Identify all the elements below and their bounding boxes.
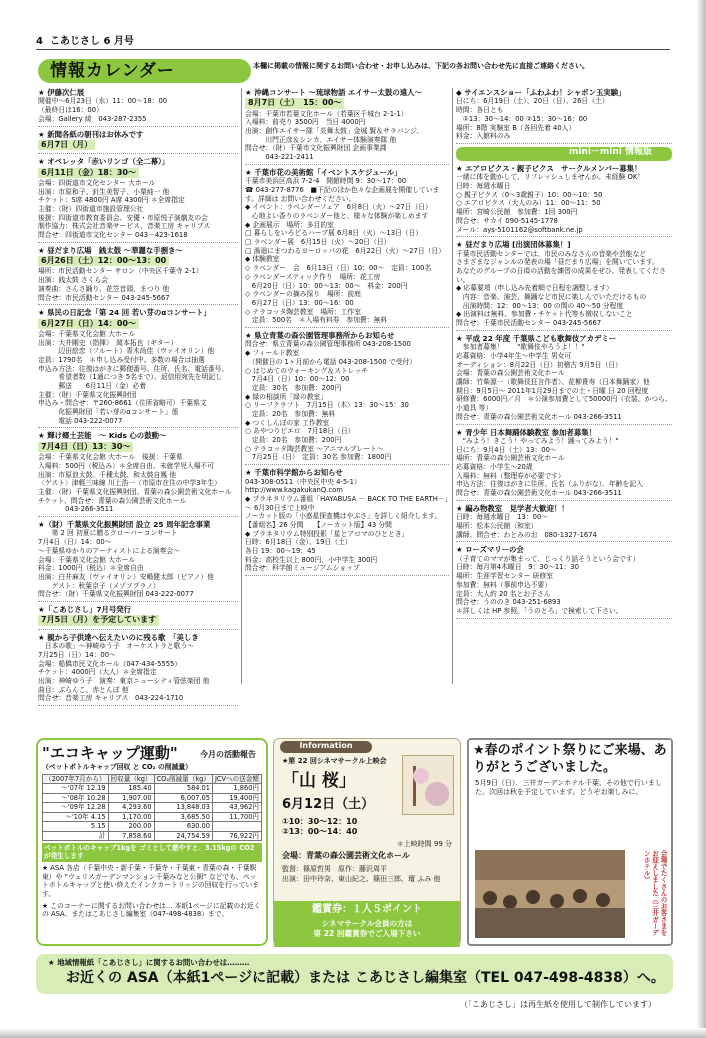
event-line: 場所：宮崎公民館 参加費：1回 300円	[456, 208, 578, 217]
event-line: 会場：千葉県文化会館 大ホール 後援：千葉県	[38, 453, 183, 462]
footer-line-1: ★ 地域情報紙「こあじさし」に関するお問い合わせは………	[48, 958, 250, 967]
event-line: （開催日の 1ヶ月前から電話 043-208-1500 で受付）	[245, 357, 417, 366]
event-line: 出演：創作エイサー隊「炎舞太鼓」金城 賢＆サラバンジ、	[245, 127, 424, 136]
event-line: 問合せ：（財）千葉市文化振興財団 企画事業課	[245, 144, 387, 153]
event-line: 問合せ：県立青葉の森公園管理事務所 043-208-1500	[245, 340, 411, 349]
festival-title: ★春のポイント祭りにご来場、ありがとうございました。	[473, 743, 667, 775]
eco-title: "エコキャップ運動"	[42, 744, 178, 762]
event-line: 出演：神崎ゆう子 演奏：東京ニューシティ管弦楽団 他	[38, 676, 210, 685]
recycled-paper-note: （「こあじさし」は再生紙を使用して制作しています）	[460, 1000, 656, 1009]
event-line: 料金：高校生以上 800円、小中学生 300円	[245, 555, 378, 564]
eco-table-header: （2007年7月から）	[43, 774, 109, 783]
eco-table-cell: 3,685.50	[154, 812, 212, 821]
event-line: 千葉市美浜区高浜 7-2-4 開館時間 9：30～17：00	[245, 177, 407, 186]
event-line: 6月20日（日）10：00～13：00～ 料金：200円	[245, 281, 408, 290]
event-date: 6月27日（日）14：00～	[38, 319, 139, 329]
event-title: ★ 沖縄コンサート ～琉球物語 エイサー太鼓の遠人～	[245, 88, 422, 97]
event-line: ○ はじめてのウォーキング＆ストレッチ	[245, 366, 369, 375]
event-line: 申込み方法：往復はがきに郵便番号、住所、氏名、電話番号、	[38, 364, 229, 373]
event-title: ◆ サイエンスショー「ふわふわ！シャボン玉実験」	[456, 88, 626, 97]
event-line: 場所：生涯学習センター 研修室	[456, 572, 554, 581]
event-item	[456, 428, 672, 501]
event-line: ～千葉県ゆかりのアーティストによる演奏会～	[38, 546, 180, 555]
event-line: 【番組名】26 分間 【ノーカット版】43 分間	[245, 520, 392, 529]
event-line: 7月25日（日）14：00～	[38, 650, 116, 659]
event-line: 会場：千葉県文化会館 大ホール	[38, 329, 136, 338]
event-line: □ 渦廻にまつわるヨーロッパの花 6月22日（火）～27日（日）	[245, 246, 445, 255]
eco-note: （ペットボトルキャップ回収 と CO₂ の削減量）	[42, 763, 192, 772]
event-line: 出演：大井剛史（指揮） 岡本拓也（ギター）	[38, 338, 178, 347]
member-note: シネマサークル会員の方は 第 22 回鑑賞券でご入場下さい	[313, 918, 421, 938]
event-item	[456, 88, 672, 144]
event-line: ◆ プラネタリウム特別投影「星とアロマのひととき」	[245, 529, 409, 538]
event-line: 日時：毎週水曜日	[456, 182, 511, 191]
ticket-info-band	[274, 901, 460, 947]
event-line: 出演：銭太鼓 さくら会	[38, 276, 109, 285]
event-line: ノーカット版の「小惑星探査機はやぶさ」を詳しく紹介します。	[245, 512, 442, 521]
event-line: 演奏曲：さんさ踊り、花笠音頭、まつり 他	[38, 284, 170, 293]
eco-body-1: ★ ASA 各店（千葉中央・新千葉・千葉寺・千葉東・青葉の森・千葉駅東）や “ウェリスガーデンマンション千葉みなと公園” などでも、ペットボトルキャップと使い終えたインクカートリッジの回収を行っています。	[42, 863, 260, 898]
event-item	[245, 168, 449, 328]
movie-date: 6月12日（土）	[282, 797, 375, 812]
event-date: 7月4日（日）13：30～	[38, 442, 133, 452]
event-line: 期日：9月5日～ 2011年1月29日までの土・日曜 日 20 回程度	[456, 386, 649, 395]
event-line: ☎ 043-277-8776 ■下記のほか色々な企画展を開催しています。詳細は お問い合わせください。	[245, 185, 440, 203]
event-title: ★ 県立青葉の森公園管理事務所からお知らせ	[245, 330, 395, 340]
event-line: あなたのグループの日頃の活動を練習の成果をぜひ、発表してください。	[456, 267, 666, 284]
event-line: 参加者募集！ "歌舞伎やろうよ！！"	[456, 343, 585, 352]
column-divider	[452, 88, 453, 684]
header-rule	[36, 49, 670, 50]
event-line: 主催：（財）千葉県文化振興財団	[38, 390, 137, 399]
event-line: 日時：6月18日（金）、19日（土）	[245, 538, 352, 547]
event-line: 入場料：前売り 3500円 当日 4000円	[245, 118, 366, 127]
event-line: 研修費：6000円／月 ＊公演参加費として50000円（衣装、かつら、小道具 等）	[456, 395, 672, 413]
event-line: 〈ゲスト〉津軽三味線 川上浩一（市原市在住の中学3年生）	[38, 479, 221, 488]
eco-highlight: ペットボトルのキャップ1kgを ゴミとして燃やすと、3.15kgの CO2 が発生します	[42, 843, 262, 862]
calendar-column-3	[456, 88, 672, 684]
crowd-photo-icon	[475, 850, 625, 938]
eco-table	[42, 774, 262, 841]
event-line: 出演：市原浪太鼓、千種太鼓、和太鼓自鳳 他	[38, 470, 177, 479]
eco-table-cell: ～'10年 4.15	[43, 812, 109, 821]
event-item	[38, 431, 238, 517]
eco-table-cell: 24,754.59	[154, 831, 212, 840]
event-line: 場所：8階 実験室 B（各回先着 40人）	[456, 123, 576, 132]
event-line: チケット、問合せ：青葉の森公園芸術文化ホール	[38, 496, 187, 505]
event-line: 定員：500名 ＊入場有料券 参加費：無料	[245, 316, 388, 325]
eco-table-cell: 43,962円	[212, 803, 261, 812]
event-line: ○ エアロビクス（大人のみ）11：00～11：50	[456, 199, 601, 208]
eco-table-cell: 1,170.00	[108, 812, 154, 821]
event-item	[38, 308, 238, 428]
mini-info-header: mini－mini 情報版	[456, 147, 672, 161]
event-line: ◆ プラネタリウム番組「HAYABUSA － BACK TO THE EARTH－」 ～ 6月30日まで上映中	[245, 494, 455, 512]
event-line: 出演：市原和子、針生美智子、小栗純一 他	[38, 187, 170, 196]
event-line: 定員：20名 参加費：200円	[245, 436, 342, 445]
event-title: ★ 伊藤次仁展	[38, 88, 85, 97]
event-line: http://www.kagakukanQ.com	[245, 486, 343, 495]
event-line: 制作協力：株式会社音楽サービス、音楽工房 キャリブス	[38, 222, 211, 231]
event-line: 入場料：無料（整理券が必要です）	[456, 471, 565, 480]
event-title: ★「こあじさし」7月号発行	[38, 604, 132, 614]
event-item	[38, 633, 238, 706]
eco-body-2: ★ このコーナーに関するお問い合わせは… 本紙1ページに記載のお近くの ASA、またはこあじさし編集室（047-498-4838）まで。	[42, 901, 261, 919]
event-item	[38, 246, 238, 305]
event-line: 日時：毎週水曜日 13：00～	[456, 513, 549, 522]
movie-times: ①10：30～12：10 ②13：00～14：40	[282, 817, 358, 837]
event-line: 問合せ：四街道市文化センター 043－423-1618	[38, 231, 188, 240]
event-line: 会場：四街道市文化センター 大ホール	[38, 178, 156, 187]
event-line: 問合せ：サカイ 090-5145-1778	[456, 216, 558, 225]
festival-photo	[475, 850, 625, 938]
event-line: 後援：四街道市教育委員会、安優・市原悦子演劇友の会	[38, 213, 208, 222]
event-line: ◇ ラベンダースティック作り 場所：花工房	[245, 272, 381, 281]
event-line: 場所：青葉の森公園芸術文化ホール	[456, 454, 565, 463]
event-line: ◇ ラベンダーの摘み採り 場所：前庭	[245, 290, 361, 299]
event-line: ◆ 応募要項（申し込み先着順で日程を調整します）	[456, 284, 613, 293]
event-title: ★ 輝け郷土芸能 ～ Kids 心の鼓動～	[38, 431, 167, 441]
event-line: 会場：船橋市民文化ホール（047-434-5555）	[38, 659, 182, 668]
event-line: 日にち：6月19日（土）、20日（日）、26日（土）	[456, 97, 609, 106]
event-line: 出演時間：12：00～13：00 の間の 40～50 分程度	[456, 301, 624, 310]
eco-table-cell: 19,400円	[212, 793, 261, 802]
eco-table-cell: 1,860円	[212, 784, 261, 793]
event-item	[456, 240, 672, 331]
event-line: 問合せ：うののき 043-251-6893	[456, 598, 561, 607]
event-line: □ 暮らしをいろどるハーブ展 6月8日（火）～13日（日）	[245, 229, 423, 238]
event-title: ★ 千葉市花の美術館「イベントスケジュール」	[245, 167, 402, 177]
eco-table-cell: 76,922円	[212, 831, 261, 840]
eco-subtitle: 今月の活動報告	[200, 750, 256, 759]
event-title: ★ エアロビクス・親子ビクス サークルメンバー募集！	[456, 163, 642, 173]
event-item	[38, 605, 238, 630]
event-line: 会場：千葉市若葉文化ホール（若葉区千城台 2-1-1）	[245, 109, 408, 118]
event-line: 定員：1790名 ＊申し込み受付中。多数の場合は抽選	[38, 355, 205, 364]
event-item	[456, 545, 672, 618]
movie-cast: 出演：田中玲奈、東山紀之、篠田三郎、壇 ふみ 他	[282, 875, 441, 883]
event-title: ★ 昼だまり広場 [出演団体募集！]	[456, 240, 571, 250]
information-tag: Information	[280, 741, 372, 753]
eco-table-cell: 7,858.60	[108, 831, 154, 840]
event-line: 時間：各日とも	[456, 106, 504, 115]
event-line: 場所：松本公民館（和室）	[456, 521, 538, 530]
event-date: 7月5日（月）を予定しています	[38, 615, 159, 625]
event-line: （子育てのママが集まって、じっくり話そうという会です）	[456, 554, 640, 563]
event-line: □ ラベンダー展 6月15日（火）～20日（日）	[245, 238, 391, 247]
spring-point-festival-box	[467, 738, 673, 946]
event-line: 応募資格：小学4年生～中学生 男女可	[456, 352, 572, 360]
event-line: ◆ 企画展示 場所：多目的室	[245, 220, 334, 229]
event-line: 問合せ：音楽工房 キャリブス 043-224-1710	[38, 694, 184, 703]
eco-table-cell: ～'07年 12.19	[43, 784, 109, 793]
movie-title: 「山 桜」	[282, 771, 356, 791]
event-title: ★ 青少年 日本舞踊体験教室 参加者募集！	[456, 427, 596, 437]
event-line: ◆ フィールド教室	[245, 349, 300, 358]
event-line: ◆ 緑の相談所「緑の教室」	[245, 392, 328, 401]
event-line: 定員：大人約 20 名とお子さん	[456, 589, 551, 598]
event-line: 各日 19：00～19：45	[245, 547, 316, 556]
eco-table-cell: 5.15	[43, 822, 109, 831]
event-line: 講師、問合せ：わとみのお 080-1327-1674	[456, 530, 597, 539]
eco-table-cell: ～'09年 12.28	[43, 803, 109, 812]
ticket-points: 鑑賞券：１人５ポイント	[312, 904, 422, 915]
eco-table-cell: 6,007.05	[154, 793, 212, 802]
event-line: 問合せ：千葉市民活動センター 043-245-5667	[456, 319, 602, 328]
event-item	[456, 334, 672, 425]
event-line: 定員：30名 参加費：200円	[245, 383, 342, 392]
event-line: 日時：毎月第4木曜日 9：30～11：30	[456, 563, 579, 572]
event-line: メール：ays-5101162@softbank.ne.jp	[456, 225, 583, 234]
event-line: さまざまなジャンルの発表の場「昼だまり広場」を開いています。	[456, 258, 660, 267]
event-line: ○ 親子ビクス（0～3歳親子）10：00～10：50	[456, 190, 603, 199]
calendar-column-2	[245, 88, 455, 684]
event-title: ★ ローズマリーの会	[456, 545, 524, 555]
event-line: ◇ テラコッタ陶芸教室 場所：工作室	[245, 307, 362, 316]
event-title: ★ 千葉市科学館からお知らせ	[245, 468, 343, 478]
photo-caption: 会場でたくさんのお客さまをお迎えしました（三井ガーデンホテル）	[642, 850, 667, 936]
eco-table-cell: ～'08年 10.28	[43, 793, 109, 802]
event-title: ★ 平成 22 年度 千葉県こども歌舞伎アカデミー	[456, 333, 617, 343]
event-line: 会場：青葉の森公園芸術文化ホール	[456, 369, 565, 378]
event-line: 心地よい香りのラベンダー他と、様々な体験が楽しめます	[245, 212, 429, 221]
event-date: 6月11日（金）18：30～	[38, 168, 139, 178]
banner-title: 情報カレンダー	[50, 61, 175, 81]
event-line: 日本の歌」～神崎ゆう子 オーケストラと歌う～	[38, 642, 195, 651]
eco-table-cell: 13,848.03	[154, 803, 212, 812]
event-line: 千葉市民活動センターでは、市民のみなさんの音楽や芸能など	[456, 249, 647, 258]
event-line: 申込み・問合せ：〒260-8661（住所省略可）千葉県文	[38, 399, 207, 408]
event-line: 会場：Gallery 綾 043-287-2355	[38, 114, 147, 123]
event-line: 問合せ：市民活動センター 043-245-5667	[38, 293, 170, 302]
event-line: 開催中～6月23日（水）11：00～18：00	[38, 97, 168, 106]
calendar-column-1	[38, 88, 238, 703]
eco-table-cell: 1,907.00	[108, 793, 154, 802]
page-title: こあじさし 6 月号	[50, 36, 134, 47]
event-line: 化振興財団「若い芽のαコンサート」係	[38, 408, 179, 417]
eco-table-cell: 計	[43, 831, 109, 840]
event-line: 内容：音楽、演芸、舞踊など市民に楽しんでいただけるもの	[456, 293, 647, 302]
event-line: 定員：20名 参加費：無料	[245, 409, 336, 418]
event-line: 出演：白井麻友（ヴァイオリン）安嶋健太郎（ピアノ）他	[38, 572, 214, 581]
event-title: ★ 編み物教室 見学者大歓迎！！	[456, 503, 569, 513]
festival-body: 5月9日（日）、三井ガーデンホテル千葉、その他で行いました。次回は秋を予定しています。どうぞお楽しみに。	[475, 778, 662, 796]
event-item	[456, 164, 672, 237]
eco-table-cell	[212, 822, 261, 831]
event-line: ○ あやつりピエロ 7月18日（日）	[245, 427, 355, 436]
event-line: 辺田絵恋（フルート）青木尚佳（ヴァイオリン）他	[38, 347, 215, 356]
event-line: 一緒に体を動かして、リフレッシュしませんか。未経験 OK！	[456, 173, 645, 182]
event-line: 料金：1000円（税込）＊全席自由	[38, 564, 144, 573]
event-line: 希望者数（1通につき 5名まで）、返信用宛先を明記し	[38, 373, 222, 382]
event-line: 川門正彦＆シンカ、エイサー体験演奏隊 他	[245, 135, 397, 144]
event-line: 主催：（財）千葉県文化振興財団、青葉の森公園芸術文化ホール	[38, 487, 232, 496]
event-line: 問合せ：青葉の森公園芸術文化ホール 043-266-3511	[456, 412, 622, 421]
movie-venue: 会場：青葉の森公園芸術文化ホール	[282, 851, 410, 860]
movie-director: 監督：篠原哲男 原作：藤沢周平	[282, 865, 387, 873]
calendar-banner	[38, 59, 251, 83]
event-date: 6月7日（月）	[38, 140, 95, 150]
eco-table-header: JCVへの送金額	[212, 774, 261, 783]
event-title: ★ 昼だまり広場 銭太鼓 ～華麗な手捌き～	[38, 245, 183, 255]
page-shadow-bottom	[0, 1028, 706, 1038]
event-line: 問合せ：科学館ミュージアムショップ	[245, 564, 360, 573]
event-item	[245, 88, 449, 165]
event-line: オーディション：8月22日（日）初稽古 9月5日（日）	[456, 360, 622, 369]
event-item	[38, 88, 238, 127]
eco-table-cell: 584.01	[154, 784, 212, 793]
event-item	[38, 157, 238, 243]
event-line: ＊詳しくは HP 参照。「うのとろ」で検索して下さい。	[456, 606, 623, 615]
eco-table-cell: 200.00	[108, 822, 154, 831]
event-line: "みよう！きこう！やってみよう！踊ってみよう！"	[456, 436, 619, 445]
event-line: 参加費：無料（事前申込不要）	[456, 580, 552, 589]
event-line: 郵送 6月11日（金）必着	[38, 382, 147, 391]
event-line: 問合せ：（財）千葉県文化振興財団 043-222-0077	[38, 590, 194, 599]
eco-table-cell: 185.40	[108, 784, 154, 793]
event-line: ○ リーフクラフト 7月15日（木）13：30～15：30	[245, 401, 409, 410]
event-line: ◆ つくしんぼの家 工作教室	[245, 418, 330, 427]
eco-table-header: CO₂削減量（kg）	[154, 774, 212, 783]
eco-table-row	[43, 784, 262, 793]
event-line: 応募資格：小学生～20歳	[456, 463, 533, 472]
event-line: 第 2 回 初夏に贈るクローバーコンサート	[38, 529, 178, 538]
event-line: （最終日は16：00）	[38, 106, 103, 115]
event-line: 7月25日（日） 定員：30名 参加費：1800円	[245, 453, 392, 462]
event-line: 問合せ：青葉の森公園芸術文化ホール 043-266-3511	[456, 489, 622, 498]
event-item	[38, 520, 238, 602]
event-item	[245, 468, 455, 576]
page-number: 4	[36, 36, 43, 47]
event-item	[245, 331, 449, 465]
event-line: ◆ 体験教室	[245, 255, 280, 264]
event-title: ★（財）千葉県文化振興財団 設立 25 周年記念事業	[38, 519, 211, 529]
eco-table-row	[43, 793, 262, 802]
event-line: 入場料：500円（税込み）＊全席自由、未就学児入場不可	[38, 461, 215, 470]
event-item	[38, 130, 238, 155]
column-divider	[241, 88, 242, 684]
page-shadow-right	[696, 0, 706, 1038]
event-line: 043-221-2411	[245, 153, 314, 162]
eco-table-cell: 4,293.60	[108, 803, 154, 812]
event-line: ゲスト：秋葉京子（メゾソプラノ）	[38, 581, 160, 590]
event-date: 8月7日（土） 15：00～	[245, 98, 344, 108]
event-line: 6月27日（日）13：00～16：00	[245, 298, 354, 307]
event-title: ★ 新聞各紙の朝刊はお休みです	[38, 129, 144, 139]
event-title: ★ オペレッタ「赤いリンゴ（全二幕）」	[38, 157, 170, 167]
eco-table-row	[43, 812, 262, 821]
event-line: ◇ ラベンダー 会 6月13日（日）10：00～ 定員：100名	[245, 264, 432, 273]
event-line: 申込方法：往復はがきに住所、氏名（ふりがな）、年齢を記入	[456, 480, 643, 489]
event-line: ○ テラコッタ陶芸教室 ～アニマルプレート～	[245, 444, 384, 453]
eco-table-cell: 11,700円	[212, 812, 261, 821]
event-line: 主催：（財）四街道市施設管理公社	[38, 205, 144, 213]
event-line: 料金：入館料のみ	[456, 132, 511, 141]
eco-table-row	[43, 803, 262, 812]
info-kicker: ★第 22 回シネマサークル上映会	[282, 757, 387, 765]
event-line: 曲目：ぶらんこ、赤とんぼ 他	[38, 685, 129, 694]
event-line: 日にち：9月4日（土）13：00～	[456, 445, 557, 454]
event-line: 043-266-3511	[38, 505, 114, 514]
event-line: 講師：竹柴源一（歌舞伎狂言作者）、花柳貴寿（日本舞踊家）他	[456, 378, 650, 387]
event-title: ★ 親から子供達へ伝えたいのに残る歌 「美しき	[38, 632, 199, 642]
event-item	[456, 504, 672, 543]
event-line: 7月4日（日）10：00～12：00	[245, 375, 350, 384]
event-line: チケット：S席 4800円 A席 4300円 ＊全席指定	[38, 196, 185, 205]
eco-table-row	[43, 831, 262, 840]
event-line: 場所：市民活動センター サロン（中央区千葉寺 2-1）	[38, 267, 203, 276]
event-line: ①13：30～14：00 ②15：30～16：00	[456, 114, 588, 123]
event-line: 7月4日（日）14：00～	[38, 538, 112, 547]
event-line: 043-308-0511（中央区中央 4-5-1）	[245, 477, 361, 486]
information-box	[273, 738, 461, 946]
contact-footer	[36, 954, 673, 994]
event-line: チケット：4000円（大人）＊全席指定	[38, 668, 157, 677]
movie-runtime: ＊上映時間 99 分	[396, 840, 452, 848]
event-line: 会場：千葉県文化会館 大ホール	[38, 555, 136, 564]
event-line: 電話 043-222-0077	[38, 416, 123, 425]
eco-table-header: 回収量（kg）	[108, 774, 154, 783]
eco-cap-box	[36, 738, 268, 946]
event-title: ★ 県民の日記念「第 24 回 若い芽のαコンサート」	[38, 308, 211, 318]
footer-line-2: お近くの ASA（本紙1ページに記載）または こあじさし編集室（TEL 047-498-4838）へ。	[66, 970, 665, 986]
eco-table-row	[43, 822, 262, 831]
banner-note: 本欄に掲載の情報に関するお問い合わせ・お申し込みは、下記の各お問い合わせ先に直接ご連絡ください。	[253, 62, 589, 70]
event-date: 6月26日（土）12：00～13：00	[38, 256, 169, 266]
eco-table-cell: 630.00	[154, 822, 212, 831]
event-line: ◆ 出演料は無料、参加費・チケット代等も徴収しないこと	[456, 310, 633, 319]
event-line: ◆ イベント：ラベンダーフェア 6月8日（火）～27日（日）	[245, 203, 432, 212]
